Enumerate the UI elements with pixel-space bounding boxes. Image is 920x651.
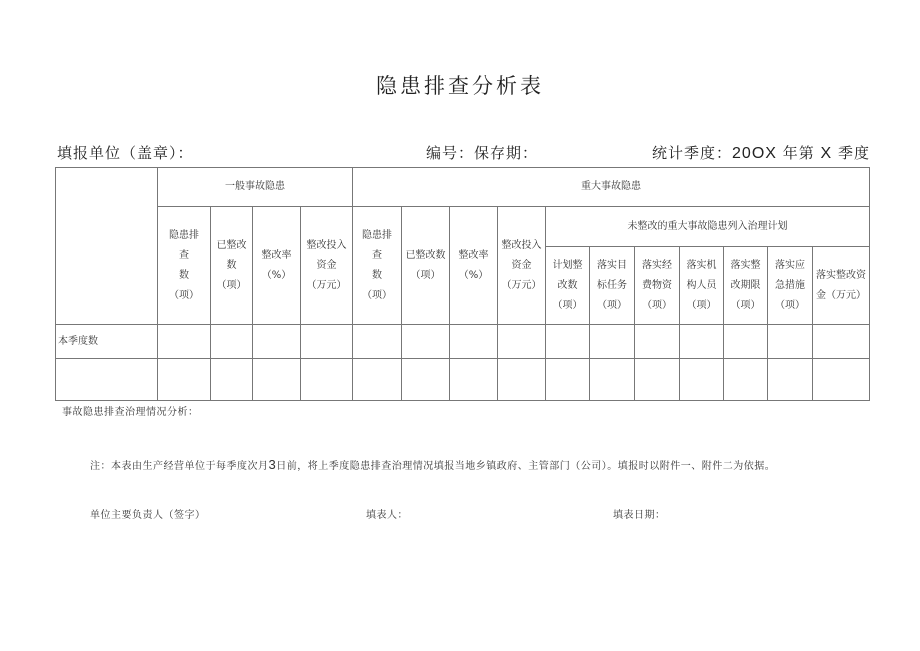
header-line: 落实应: [775, 259, 805, 271]
header-line: 计划整: [552, 259, 583, 271]
header-line: 整改投入: [306, 239, 347, 251]
row-label-this-quarter: 本季度数: [56, 325, 158, 359]
header-line: （项）: [597, 299, 627, 311]
cell[interactable]: [253, 325, 301, 359]
header-line: 落实整: [730, 259, 761, 271]
table-row: [56, 325, 870, 359]
cell[interactable]: [211, 325, 253, 359]
header-line: 整改率: [458, 249, 489, 261]
header-line: （项）: [730, 299, 761, 311]
header-line: 隐患排: [169, 229, 199, 241]
cell[interactable]: [450, 325, 498, 359]
col-header-plan-emergency: [768, 247, 813, 325]
col-header-major-rate: [450, 207, 498, 325]
cell[interactable]: [402, 325, 450, 359]
header-line: 落实整改资: [816, 269, 866, 281]
header-line: 构人员: [686, 279, 717, 291]
quarter-year: 20OX: [732, 145, 777, 162]
header-line: 整改投入: [501, 239, 542, 251]
col-header-plan-materials: [635, 247, 680, 325]
cell[interactable]: [158, 325, 211, 359]
cell[interactable]: [301, 325, 353, 359]
header-line: （项）: [775, 299, 805, 311]
col-header-major-funds: [498, 207, 546, 325]
cell[interactable]: [546, 359, 590, 401]
signature-principal-label: 单位主要负责人（签字）: [90, 510, 206, 521]
cell[interactable]: [635, 325, 680, 359]
header-line: 已整改数: [405, 249, 446, 261]
cell[interactable]: [402, 359, 450, 401]
header-line: 资金: [316, 259, 337, 271]
cell[interactable]: [590, 325, 635, 359]
header-line: （项）: [362, 289, 392, 301]
group-major-header: 重大事故隐患: [353, 168, 870, 207]
col-header-general-found: [158, 207, 211, 325]
header-line: 费物资: [642, 279, 672, 291]
cell[interactable]: [211, 359, 253, 401]
col-header-plan-deadline: [724, 247, 768, 325]
cell[interactable]: [498, 325, 546, 359]
cell[interactable]: [158, 359, 211, 401]
row-label: [56, 359, 158, 401]
header-line: 改数: [557, 279, 578, 291]
cell[interactable]: [301, 359, 353, 401]
header-line: （项）: [642, 299, 672, 311]
header-line: （项）: [410, 269, 441, 281]
cell[interactable]: [635, 359, 680, 401]
col-header-major-found: [353, 207, 402, 325]
header-line: （万元）: [306, 279, 347, 291]
footnote-day: 3: [268, 457, 277, 472]
cell[interactable]: [680, 359, 724, 401]
cell[interactable]: [724, 325, 768, 359]
header-line: 隐患排: [362, 229, 392, 241]
cell[interactable]: [353, 325, 402, 359]
footnote: 注：本表由生产经营单位于每季度次月3日前，将上季度隐患排查治理情况填报当地乡镇政府、主管部门（公司）。填报时以附件一、附件二为依据。: [90, 457, 776, 472]
header-line: 查: [179, 249, 189, 261]
page-title: 隐患排查分析表: [376, 74, 544, 98]
col-header-general-funds: [301, 207, 353, 325]
header-line: 金（万元）: [816, 289, 866, 301]
header-line: （项）: [552, 299, 583, 311]
header-line: 改期限: [730, 279, 761, 291]
group-general-header: 一般事故隐患: [158, 168, 353, 207]
cell[interactable]: [813, 359, 870, 401]
cell[interactable]: [450, 359, 498, 401]
unit-field-label: 填报单位（盖章）：: [57, 144, 194, 162]
header-line: （项）: [216, 279, 247, 291]
header-line: 标任务: [597, 279, 627, 291]
col-header-general-rate: [253, 207, 301, 325]
col-header-plan-personnel: [680, 247, 724, 325]
quarter-year-suffix: 年第: [782, 144, 815, 162]
corner-cell: [56, 168, 158, 325]
signature-filler-label: 填表人：: [366, 510, 408, 521]
number-field-label: 编号：保存期：: [426, 144, 539, 162]
header-line: 查: [372, 249, 382, 261]
header-line: 落实经: [642, 259, 672, 271]
header-line: 数: [372, 269, 382, 281]
header-line: （项）: [686, 299, 717, 311]
cell[interactable]: [353, 359, 402, 401]
header-line: 落实机: [686, 259, 717, 271]
col-header-plan-funds: [813, 247, 870, 325]
cell[interactable]: [498, 359, 546, 401]
signature-date-label: 填表日期：: [613, 510, 666, 521]
header-line: 资金: [511, 259, 532, 271]
col-header-major-fixed: [402, 207, 450, 325]
table-row: [56, 359, 870, 401]
header-line: （%）: [458, 269, 489, 281]
quarter-label: 统计季度：: [652, 144, 733, 162]
cell[interactable]: [546, 325, 590, 359]
header-line: （%）: [261, 269, 292, 281]
header-line: 整改率: [261, 249, 292, 261]
header-line: （项）: [169, 289, 199, 301]
cell[interactable]: [590, 359, 635, 401]
header-line: 已整改: [216, 239, 247, 251]
cell[interactable]: [680, 325, 724, 359]
quarter-field: [652, 142, 870, 163]
col-header-plan-count: [546, 247, 590, 325]
header-line: 急措施: [775, 279, 805, 291]
col-header-general-fixed: [211, 207, 253, 325]
cell[interactable]: [768, 325, 813, 359]
subgroup-plan-header: 未整改的重大事故隐患列入治理计划: [546, 207, 870, 247]
header-line: 数: [179, 269, 189, 281]
quarter-number: X: [820, 145, 833, 162]
cell[interactable]: [253, 359, 301, 401]
header-line: 落实目: [597, 259, 627, 271]
header-line: （万元）: [501, 279, 542, 291]
cell[interactable]: [768, 359, 813, 401]
hazard-analysis-table: [55, 167, 870, 401]
cell[interactable]: [724, 359, 768, 401]
header-line: 数: [226, 259, 237, 271]
cell[interactable]: [813, 325, 870, 359]
col-header-plan-targets: [590, 247, 635, 325]
analysis-label: 事故隐患排查治理情况分析：: [62, 407, 199, 418]
quarter-suffix: 季度: [837, 144, 870, 162]
